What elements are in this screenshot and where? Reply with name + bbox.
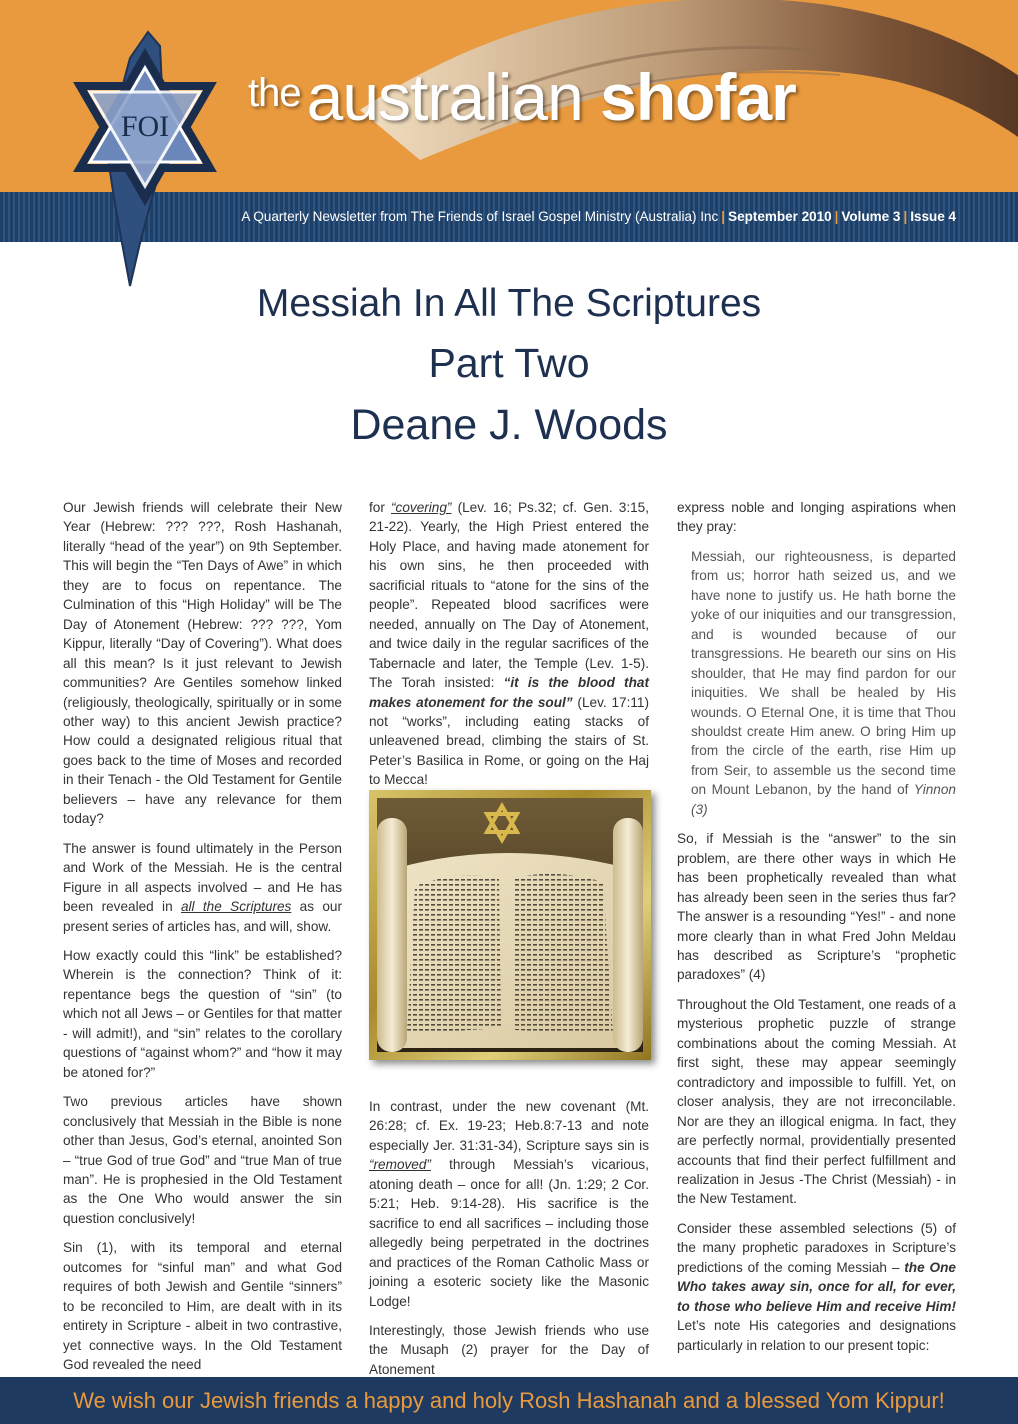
footer-banner	[0, 1377, 1018, 1424]
footer-greeting: We wish our Jewish friends a happy and holy Rosh Hashanah and a blessed Yom Kippur!	[73, 1388, 945, 1413]
all-the-scriptures-emphasis: all the Scriptures	[180, 899, 292, 915]
article-title-block	[0, 276, 1018, 456]
blood-atonement-quote: “it is the blood that makes atonement for the soul”	[369, 675, 649, 710]
tagline-volume: Volume 3	[841, 209, 901, 224]
col3-paragraph-1: express noble and longing aspirations when they pray:	[677, 500, 956, 535]
masthead-shofar: shofar	[600, 60, 796, 134]
tagline-issue: Issue 4	[910, 209, 956, 224]
col2-paragraph-2: In contrast, under the new covenant (Mt. 26:28; cf. Ex. 19-23; Heb.8:7-13 and note especially Jer. 31:31-34), Scripture says sin is “removed” through Messiah’s vicarious, atoning death – once for all! (Jn. 1:29; 2 Cor. 5:21; Heb. 9:14-28). His sacrifice is the sacrifice to end all sacrifices – including those allegedly being perpetrated in the doctrines and practices of the Roman Catholic Mass or joining a esoteric society like the Masonic Lodge!	[369, 1099, 649, 1309]
col1-paragraph-3: How exactly could this “link” be established? Wherein is the connection? Think of it: repentance begs the question of “sin” (to which not all Jews – or Gentiles for that matter - will admit!), and “sin” relates to the corollary questions of “against whom?” and “how it may be atoned for?”	[63, 947, 342, 1080]
article-title: Messiah In All The Scriptures	[256, 282, 762, 325]
column-2	[369, 498, 649, 790]
tagline: A Quarterly Newsletter from The Friends of Israel Gospel Ministry (Australia) Inc | September 2010 | Volume 3 | Issue 4	[241, 209, 956, 224]
foi-logo	[60, 28, 230, 288]
col3-paragraph-3: Throughout the Old Testament, one reads of a mysterious prophetic puzzle of strange combinations about the coming Messiah. At first sight, these may appear seemingly contradictory and impossible to fulfill. Yet, on closer analysis, they are not irreconcilable. Nor are they an illogical enigma. In fact, they are perfectly normal, providentially presented accounts that find their perfect fulfillment and realization in Jesus -The Christ (Messiah) - in the New Testament.	[677, 996, 956, 1207]
tagline-date: September 2010	[728, 209, 832, 224]
col1-paragraph-2: The answer is found ultimately in the Person and Work of the Messiah. He is the central Figure in all aspects involved – and He has been revealed in all the Scriptures as our present series of articles has, and will, show.	[63, 840, 342, 934]
column-3	[677, 498, 956, 1355]
logo-text: FOI	[120, 110, 170, 143]
column-1	[63, 498, 342, 1374]
column-2-continued	[369, 1097, 649, 1379]
torah-scroll-photo-frame	[369, 790, 651, 1060]
col1-paragraph-4: Two previous articles have shown conclusively that Messiah in the Bible is none other than Jesus, God’s eternal, anointed Son – “true God of true God” and “true Man of true man”. He is prophesied in the Old Testament as the One Who would answer the sin question conclusively!	[63, 1094, 342, 1226]
col2-paragraph-3: Interestingly, those Jewish friends who use the Musaph (2) prayer for the Day of Atonement	[369, 1322, 649, 1377]
article-author: Deane J. Woods	[350, 401, 668, 449]
col3-paragraph-2: So, if Messiah is the “answer” to the sin problem, are there other ways in which He has been prophetically revealed than what has already been seen in the series thus far? The answer is a resounding “Yes!” - and none more clearly than in what Fred John Meldau has described as Scripture’s “prophetic paradoxes” (4)	[677, 831, 956, 983]
col2-paragraph-1: for “covering” (Lev. 16; Ps.32; cf. Gen. 3:15, 21-22). Yearly, the High Priest entered the Holy Place, and having made atonement for his own sins, he then proceeded with sacrificial rituals to “atone for the sins of the people”. Repeated blood sacrifices were needed, annually on The Day of Atonement, and twice daily in the regular sacrifices of the Tabernacle and later, the Temple (Lev. 1-5). The Torah insisted: “it is the blood that makes atonement for the soul” (Lev. 17:11) not “works”, including eating stacks of unleavened bread, climbing the stairs of St. Peter’s Basilica in Rome, or going on the Haj to Mecca!	[369, 500, 649, 788]
torah-scroll-photo	[377, 798, 643, 1052]
tagline-main: A Quarterly Newsletter from The Friends of Israel Gospel Ministry (Australia) Inc	[241, 209, 719, 224]
article-subtitle: Part Two	[428, 340, 590, 386]
col3-paragraph-4: Consider these assembled selections (5) of the many prophetic paradoxes in Scripture’s predictions of the coming Messiah – the One Who takes away sin, once for all, for ever, to those who believe Him and receive Him! Let’s note His categories and designations particularly in relation to our present topic:	[677, 1220, 956, 1353]
masthead-the: the	[248, 71, 301, 115]
masthead-title	[248, 60, 796, 134]
col1-paragraph-5: Sin (1), with its temporal and eternal outcomes for “sinful man” and what God requires of both Jewish and Gentile “sinners” to be reconciled to Him, are dealt with in its entirety in Scripture - albeit in two contrastive, yet connective ways. In the Old Testament God revealed the need	[63, 1240, 342, 1373]
musaph-prayer-quote: Messiah, our righteousness, is departed from us; horror hath seized us, and we have none to justify us. He hath borne the yoke of our iniquities and our transgression, and is wounded because of our transgressions. He beareth our sins on His shoulder, that He may find pardon for our iniquities. We shall be healed by His wounds. O Eternal One, it is time that Thou shouldst create Him anew. O bring Him up from the circle of the earth, rise Him up from Seir, to assemble us the second time on Mount Lebanon, by the hand of Yinnon (3)	[691, 548, 956, 817]
masthead-australian: australian	[306, 60, 583, 134]
col1-paragraph-1: Our Jewish friends will celebrate their New Year (Hebrew: ??? ???, Rosh Hashanah, literally “head of the year”) on 9th September. This will begin the “Ten Days of Awe” in which they are to focus on repentance. The Culmination of this “High Holiday” will be The Day of Atonement (Hebrew: ??? ???, Yom Kippur, literally “Day of Covering”). What does all this mean? Is it just relevant to Jewish communities? Are Gentiles somehow linked (religiously, theologically, spiritually or in some other way) to this ancient Jewish practice? How could a designated religious ritual that goes back to the time of Moses and recorded in their Tenach - the Old Testament for Gentile believers – have any relevance for them today?	[63, 500, 342, 827]
